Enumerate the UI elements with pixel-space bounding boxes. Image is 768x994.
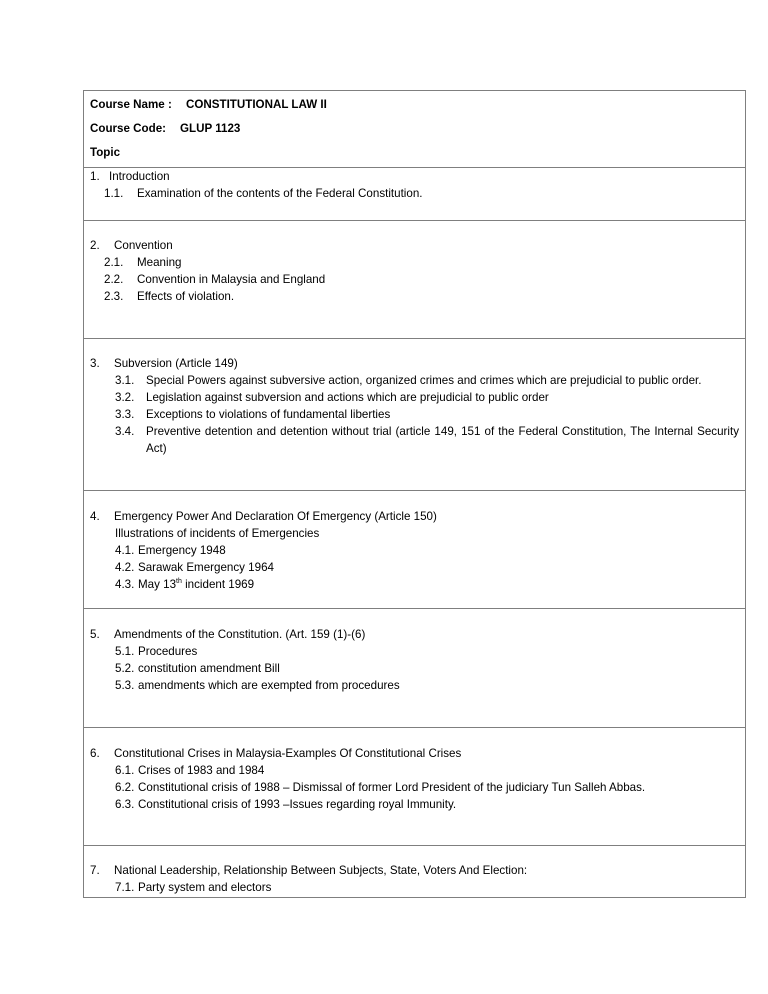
subsection-item: 6.1. Crises of 1983 and 1984 [115, 764, 265, 777]
section-title: 5. Amendments of the Constitution. (Art. 159 (1)-(6) [90, 628, 366, 641]
subsection-item: 6.3. Constitutional crisis of 1993 –Issues regarding royal Immunity. [115, 798, 457, 811]
section-number: 1. [90, 170, 100, 183]
section-row-1 [84, 168, 746, 221]
section-title: 3. Subversion (Article 149) [90, 357, 238, 370]
section-number: 3. [90, 357, 100, 370]
subsection-item: 5.2. constitution amendment Bill [115, 662, 280, 675]
section-row-5 [84, 609, 746, 728]
subsection-item: 4.2. Sarawak Emergency 1964 [115, 561, 274, 574]
course-code-line [90, 117, 739, 141]
section-row-7 [84, 846, 746, 898]
header-row [84, 91, 746, 168]
section-title: 6. Constitutional Crises in Malaysia-Examples Of Constitutional Crises [90, 747, 462, 760]
section-title: 1. Introduction [90, 170, 170, 183]
section-cell-7 [84, 846, 746, 898]
section-number: 6. [90, 747, 100, 760]
subsection-item: 1.1. Examination of the contents of the Federal Constitution. [104, 187, 423, 200]
course-header-cell [84, 91, 746, 168]
section-cell-2 [84, 221, 746, 339]
section-title: 7. National Leadership, Relationship Between Subjects, State, Voters And Election: [90, 864, 528, 877]
section-title: 2. Convention [90, 239, 173, 252]
subsection-item: 3.4. Preventive detention and detention without trial (article 149, 151 of the Federal Constitution, The Internal Security Act) [115, 425, 739, 455]
section-number: 4. [90, 510, 100, 523]
course-code-value: GLUP 1123 [180, 122, 241, 135]
course-code-label: Course Code: [90, 122, 167, 135]
subsection-item: 4.1. Emergency 1948 [115, 544, 226, 557]
subsection-item: 6.2. Constitutional crisis of 1988 – Dismissal of former Lord President of the judiciary Tun Salleh Abbas. [115, 781, 646, 794]
subsection-item: 3.1. Special Powers against subversive action, organized crimes and crimes which are prejudicial to public order. [115, 374, 702, 387]
course-name-value: CONSTITUTIONAL LAW II [186, 98, 327, 111]
subsection-item: 2.2. Convention in Malaysia and England [104, 273, 326, 286]
subsection-item: 5.1. Procedures [115, 645, 198, 658]
section-cell-3 [84, 339, 746, 491]
section-subtitle: Illustrations of incidents of Emergencies [115, 527, 320, 540]
subsection-item: 3.3. Exceptions to violations of fundamental liberties [115, 408, 391, 421]
section-cell-1 [84, 168, 746, 221]
section-number: 2. [90, 239, 100, 252]
section-row-3 [84, 339, 746, 491]
course-name-line [90, 91, 739, 117]
section-cell-5 [84, 609, 746, 728]
topic-label: Topic [90, 146, 121, 159]
subsection-item: 5.3. amendments which are exempted from procedures [115, 679, 400, 692]
subsection-item: 2.3. Effects of violation. [104, 290, 235, 303]
section-cell-6 [84, 728, 746, 846]
section-row-4 [84, 491, 746, 609]
subsection-item: 4.3. May 13th incident 1969 [115, 578, 255, 591]
section-title: 4. Emergency Power And Declaration Of Emergency (Article 150) [90, 510, 437, 523]
subsection-item: 2.1. Meaning [104, 256, 182, 269]
section-number: 5. [90, 628, 100, 641]
syllabus-table [83, 90, 746, 898]
section-number: 7. [90, 864, 100, 877]
section-row-6 [84, 728, 746, 846]
course-name-label: Course Name : [90, 98, 172, 111]
section-row-2 [84, 221, 746, 339]
subsection-item: 7.1. Party system and electors [115, 881, 272, 894]
subsection-item: 3.2. Legislation against subversion and actions which are prejudicial to public order [115, 391, 549, 404]
section-cell-4 [84, 491, 746, 609]
